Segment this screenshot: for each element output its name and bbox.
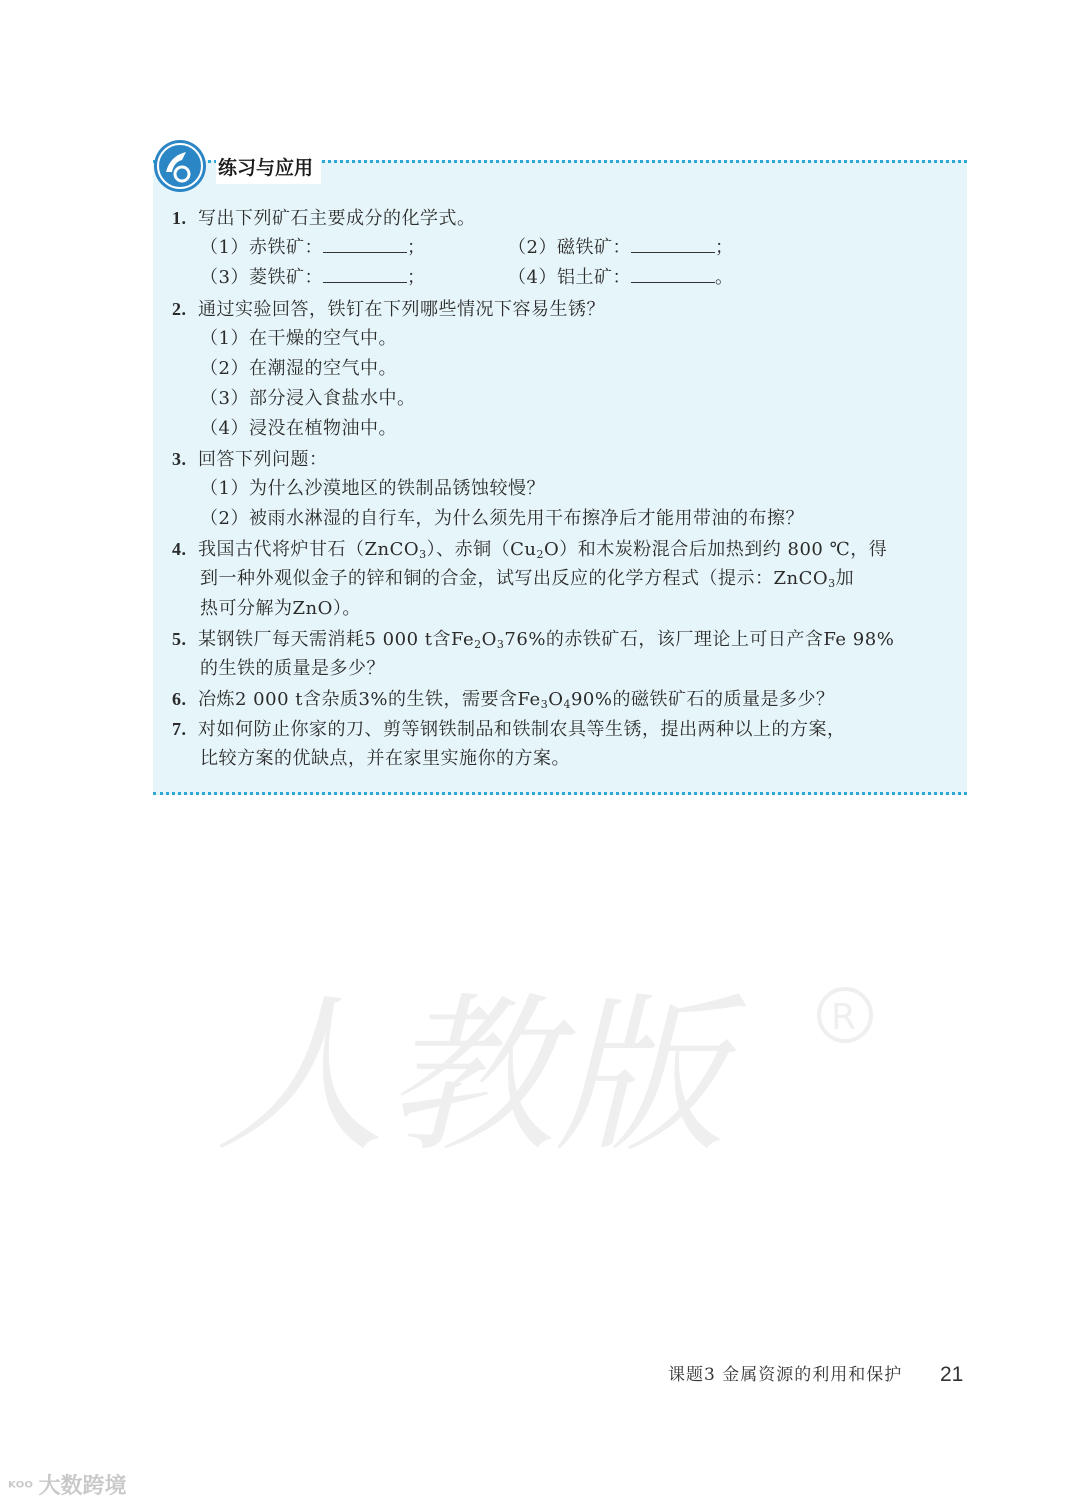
question-4-line-2: 到一种外观似金子的锌和铜的合金，试写出反应的化学方程式（提示：ZnCO$_3$加 [200,568,855,590]
answer-blank[interactable] [323,264,407,283]
q2-item-1: （1）在干燥的空气中。 [200,328,397,349]
chapter-footer: 课题3 金属资源的利用和保护 [668,1365,903,1385]
question-3: 3. 回答下列问题： [172,449,328,470]
question-5-line-2: 的生铁的质量是多少？ [200,658,385,679]
q2-item-2: （2）在潮湿的空气中。 [200,358,397,379]
q2-item-3: （3）部分浸入食盐水中。 [200,388,416,409]
answer-blank[interactable] [631,234,715,253]
question-4: 4. 我国古代将炉甘石（ZnCO$_3$）、赤铜$(Cu_2O)$和木炭粉混合后加热到约 800 ℃，得 [172,539,888,561]
answer-blank[interactable] [631,264,715,283]
q3-item-2: （2）被雨水淋湿的自行车，为什么须先用干布擦净后才能用带油的布擦？ [200,508,804,529]
publisher-watermark-logo [195,975,895,1175]
section-badge-icon [152,138,208,194]
answer-blank[interactable] [323,234,407,253]
question-6: 6. 冶炼2 000 t含杂质3%的生铁，需要含$Fe_3O_490\%$的磁铁矿石的质量是多少？ [172,689,835,711]
site-watermark: ᴷᴼᴼ 大数跨境 [8,1474,127,1499]
question-5: 5. 某钢铁厂每天需消耗5 000 t含$Fe_2O_376\%$的赤铁矿石，该厂理论上可日产含Fe 98% [172,629,895,651]
q2-item-4: （4）浸没在植物油中。 [200,418,397,439]
question-7-line-2: 比较方案的优缺点，并在家里实施你的方案。 [200,748,570,769]
question-2: 2. 通过实验回答，铁钉在下列哪些情况下容易生锈？ [172,299,605,320]
svg-text:R: R [831,997,857,1038]
site-logo-icon: ᴷᴼᴼ [8,1478,39,1497]
question-1: 1. 写出下列矿石主要成分的化学式。 [172,208,476,229]
q3-item-1: （1）为什么沙漠地区的铁制品锈蚀较慢？ [200,478,545,499]
q1-item-4: （4）铝土矿： 。 [508,263,733,293]
q1-item-1: （1）赤铁矿： ； [200,233,425,263]
section-title: 练习与应用 [216,152,321,184]
question-4-line-3: 热可分解为ZnO）。 [200,598,361,619]
q1-item-3: （3）菱铁矿： ； [200,263,425,293]
svg-text:人教版: 人教版 [215,978,726,1175]
page-number: 21 [940,1363,964,1386]
question-7: 7. 对如何防止你家的刀、剪等钢铁制品和铁制农具等生锈，提出两种以上的方案， [172,719,846,740]
q1-item-2: （2）磁铁矿： ； [508,233,733,263]
